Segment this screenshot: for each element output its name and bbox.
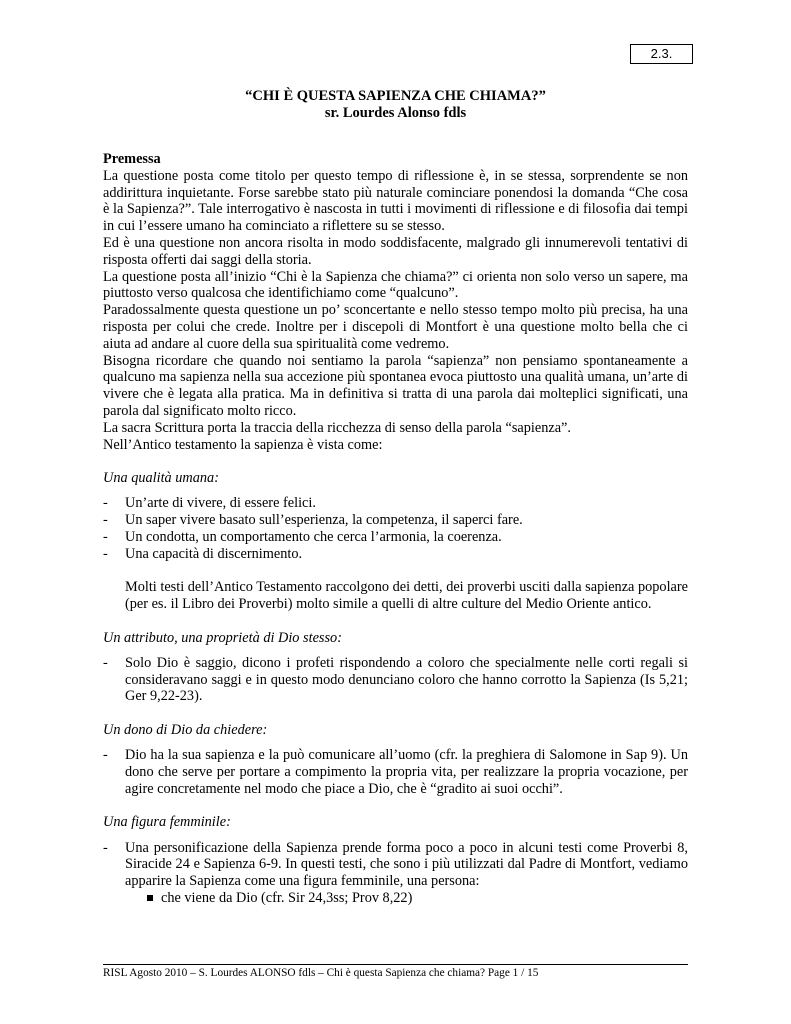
dash-marker: - <box>103 512 108 529</box>
list-item <box>103 747 688 797</box>
intro-paragraph: La questione posta come titolo per questo tempo di riflessione è, in se stessa, sorprendente se non addirittura inquietante. Forse sarebbe stato più naturale cominciare ponendosi la domanda “Che cosa è la Sapienza?”. Tale interrogativo è nascosta in tutti i movimenti di riflessione e di filosofia dai tempi in cui l’essere umano ha cominciato a riflettere su se stesso. <box>103 167 688 235</box>
list-item <box>103 495 688 512</box>
list-item <box>103 840 688 890</box>
list-item <box>103 546 688 563</box>
intro-paragraph: Paradossalmente questa questione un po’ sconcertante e nello stesso tempo molto più precisa, ha una risposta per colui che crede. Inoltre per i discepoli di Montfort è una questione molto bella che ci aiuta ad andare al cuore della sua spiritualità come vedremo. <box>103 302 688 352</box>
dash-list <box>103 495 688 562</box>
document-title: “CHI È QUESTA SAPIENZA CHE CHIAMA?” <box>245 88 546 104</box>
dash-marker: - <box>103 528 108 545</box>
sub-list-item-text: che viene da Dio (cfr. Sir 24,3ss; Prov 8,22) <box>161 890 413 907</box>
list-item-text: Una capacità di discernimento. <box>125 545 303 562</box>
subsection-title: Un attributo, una proprietà di Dio stesso: <box>103 629 342 646</box>
list-item-text: Un’arte di vivere, di essere felici. <box>125 495 316 512</box>
list-item-text: Un saper vivere basato sull’esperienza, la competenza, il saperci fare. <box>125 512 523 529</box>
intro-paragraph: La questione posta all’inizio “Chi è la Sapienza che chiama?” ci orienta non solo verso un sapere, ma piuttosto verso qualcosa che identifichiamo come “qualcuno”. <box>103 268 688 302</box>
list-item <box>103 512 688 529</box>
square-bullet-list <box>103 890 688 907</box>
dash-list <box>103 840 688 890</box>
dash-marker: - <box>103 654 108 671</box>
subsection-title: Una qualità umana: <box>103 470 219 487</box>
section-number-box: 2.3. <box>630 44 693 64</box>
dash-marker: - <box>103 545 108 562</box>
dash-marker: - <box>103 747 108 764</box>
list-item-text: Una personificazione della Sapienza prende forma poco a poco in alcuni testi come Proverbi 8, Siracide 24 e Sapienza 6-9. In questi testi, che sono i più utilizzati dal Padre di Montfort, vediamo apparire la Sapienza come una figura femminile, una persona: <box>125 839 688 890</box>
dash-list <box>103 655 688 705</box>
document-body <box>103 151 688 907</box>
footer-divider <box>103 964 688 965</box>
list-item-text: Un condotta, un comportamento che cerca l’armonia, la coerenza. <box>125 528 502 545</box>
dash-marker: - <box>103 495 108 512</box>
sub-list-item <box>147 890 688 907</box>
list-item-text: Solo Dio è saggio, dicono i profeti rispondendo a coloro che specialmente nelle corti regali si consideravano saggi e in questo modo denunciano coloro che hanno corrotto la Sapienza (Is 5,21; Ger 9,22-23). <box>125 654 688 705</box>
intro-paragraph: Ed è una questione non ancora risolta in modo soddisfacente, malgrado gli innumerevoli tentativi di risposta offerti dai saggi della storia. <box>103 234 688 268</box>
list-item-text: Dio ha la sua sapienza e la può comunicare all’uomo (cfr. la preghiera di Salomone in Sap 9). Un dono che serve per portare a compimento la propria vita, per realizzare la propria vocazione, per agire concretamente nel modo che piace a Dio, che è “gradito ai suoi occhi”. <box>125 747 688 797</box>
square-bullet-icon <box>147 895 153 901</box>
intro-paragraph: Bisogna ricordare che quando noi sentiamo la parola “sapienza” non pensiamo spontaneamente a qualcuno ma sapienza nella sua accezione più spontanea evoca piuttosto una qualità umana, un’arte di vivere che è legata alla pratica. Ma in definitiva si tratta di una parola dai molteplici significati, una parola dal significato molto ricco. <box>103 352 688 419</box>
dash-list <box>103 747 688 797</box>
subsection-title: Un dono di Dio da chiedere: <box>103 722 268 739</box>
list-item <box>103 529 688 546</box>
list-item <box>103 655 688 705</box>
page-footer: RISL Agosto 2010 – S. Lourdes ALONSO fdls – Chi è questa Sapienza che chiama? Page 1 / 15 <box>103 967 539 979</box>
indented-paragraph: Molti testi dell’Antico Testamento raccolgono dei detti, dei proverbi usciti dalla sapienza popolare (per es. il Libro dei Proverbi) molto simile a quelli di altre culture del Medio Oriente antico. <box>125 579 688 613</box>
intro-paragraph: Nell’Antico testamento la sapienza è vista come: <box>103 436 383 453</box>
subsection-title: Una figura femminile: <box>103 814 231 831</box>
dash-marker: - <box>103 839 108 856</box>
intro-paragraph: La sacra Scrittura porta la traccia della ricchezza di senso della parola “sapienza”. <box>103 419 571 436</box>
section-heading: Premessa <box>103 151 161 167</box>
document-author: sr. Lourdes Alonso fdls <box>324 105 467 121</box>
